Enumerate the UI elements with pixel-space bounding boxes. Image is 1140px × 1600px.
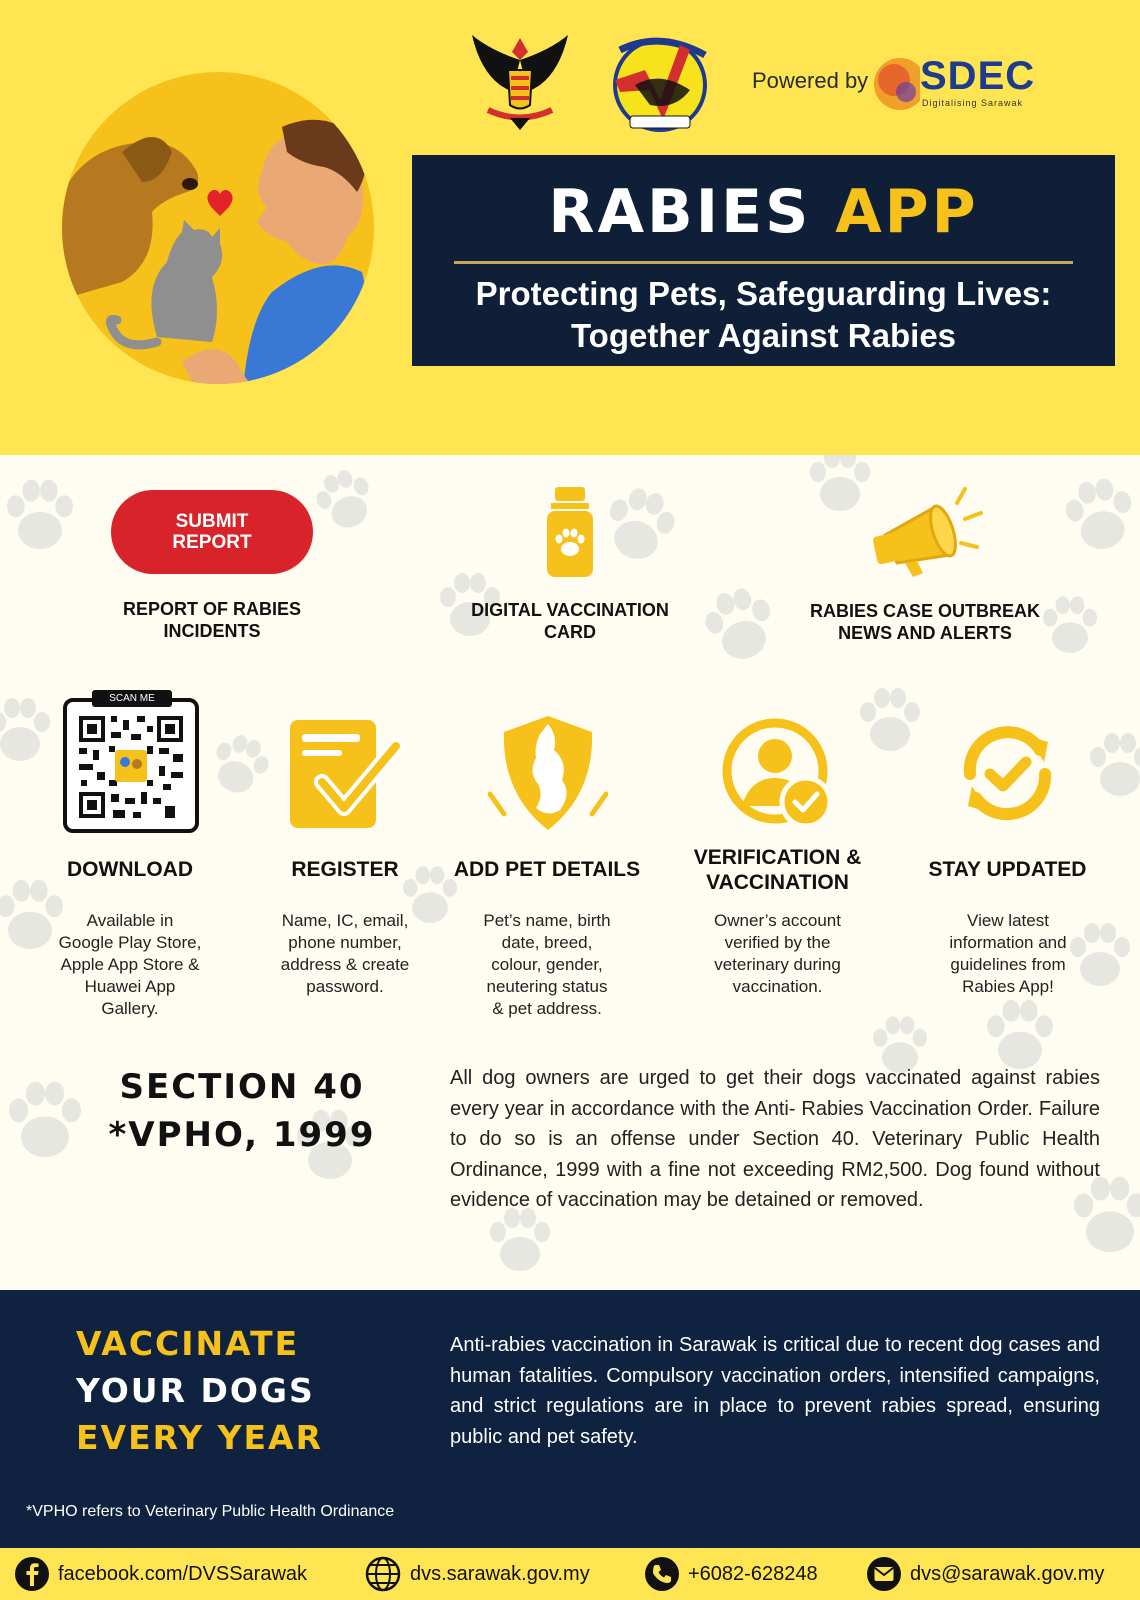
website-link[interactable] — [364, 1552, 590, 1596]
form-check-icon — [288, 716, 403, 831]
vaccine-bottle-icon — [545, 485, 595, 580]
globe-icon — [364, 1555, 402, 1593]
step-title-stay-updated: STAY UPDATED — [928, 858, 1087, 881]
powered-by-label: Powered by — [752, 68, 869, 93]
feature-label-vaccination-card: DIGITAL VACCINATION CARD — [471, 600, 669, 642]
facebook-text: facebook.com/DVSSarawak — [58, 1562, 308, 1585]
step-desc-download: Available in Google Play Store, Apple App Store & Huawei App Gallery. — [58, 911, 202, 1018]
email-text: dvs@sarawak.gov.my — [910, 1562, 1105, 1585]
dvs-sarawak-logo — [605, 30, 715, 135]
feature-label-report: REPORT OF RABIES INCIDENTS — [122, 599, 301, 641]
app-subtitle: Protecting Pets, Safeguarding Lives: Together Against Rabies — [475, 275, 1052, 354]
phone-text: +6082-628248 — [688, 1562, 818, 1585]
megaphone-icon — [865, 485, 985, 580]
qr-code-icon[interactable] — [63, 698, 199, 833]
campaign-body: Anti-rabies vaccination in Sarawak is critical due to recent dog cases and human fatalities. Compulsory vaccination orders, intensified campaigns, and strict regulations are in place to prevent rabies spread, ensuring public and pet safety. — [450, 1334, 1100, 1448]
sdec-logo-text: SDEC — [920, 54, 1036, 98]
app-title: RABIES APP — [548, 177, 979, 247]
refresh-check-icon — [950, 716, 1065, 831]
pet-shield-icon — [488, 714, 608, 834]
section-40-title: SECTION 40 *VPHO, 1999 — [108, 1067, 376, 1155]
phone-link[interactable] — [644, 1552, 818, 1596]
facebook-link[interactable] — [14, 1552, 307, 1596]
facebook-icon — [14, 1556, 50, 1592]
step-title-add-pet-details: ADD PET DETAILS — [453, 858, 641, 881]
step-desc-verification: Owner’s account verified by the veterinary during vaccination. — [714, 911, 841, 996]
submit-report-button[interactable]: SUBMIT REPORT — [111, 490, 313, 574]
sdec-tagline: Digitalising Sarawak — [922, 98, 1024, 108]
step-title-register: REGISTER — [291, 858, 399, 881]
step-desc-register: Name, IC, email, phone number, address & create password. — [280, 911, 410, 996]
campaign-headline: VACCINATE YOUR DOGS EVERY YEAR — [76, 1324, 324, 1457]
step-title-download: DOWNLOAD — [67, 858, 193, 881]
website-text: dvs.sarawak.gov.my — [410, 1562, 590, 1585]
feature-label-news-alerts: RABIES CASE OUTBREAK NEWS AND ALERTS — [809, 601, 1041, 643]
sdec-logo — [872, 50, 1042, 120]
step-desc-add-pet-details: Pet’s name, birth date, breed, colour, gender, neutering status & pet address. — [483, 911, 611, 1018]
step-title-verification: VERIFICATION & VACCINATION — [693, 846, 862, 894]
scan-me-label: SCAN ME — [92, 690, 172, 707]
title-divider — [454, 261, 1073, 264]
phone-icon — [644, 1556, 680, 1592]
vpho-footnote: *VPHO refers to Veterinary Public Health Ordinance — [26, 1503, 395, 1520]
email-link[interactable] — [866, 1552, 1104, 1596]
envelope-icon — [866, 1556, 902, 1592]
title-box — [412, 155, 1115, 366]
verified-user-icon — [720, 716, 835, 831]
hero-illustration — [62, 72, 374, 384]
section-40-body: All dog owners are urged to get their dogs vaccinated against rabies every year in accordance with the Anti- Rabies Vaccination Order. Failure to do so is an offense under Section 40. Veterinary Public Health Ordinance, 1999 with a fine not exceeding RM2,500. Dog found without evidence of vaccination may be detained or removed. — [450, 1067, 1100, 1211]
sarawak-coat-of-arms-logo — [470, 30, 570, 135]
step-desc-stay-updated: View latest information and guidelines from Rabies App! — [949, 911, 1067, 996]
